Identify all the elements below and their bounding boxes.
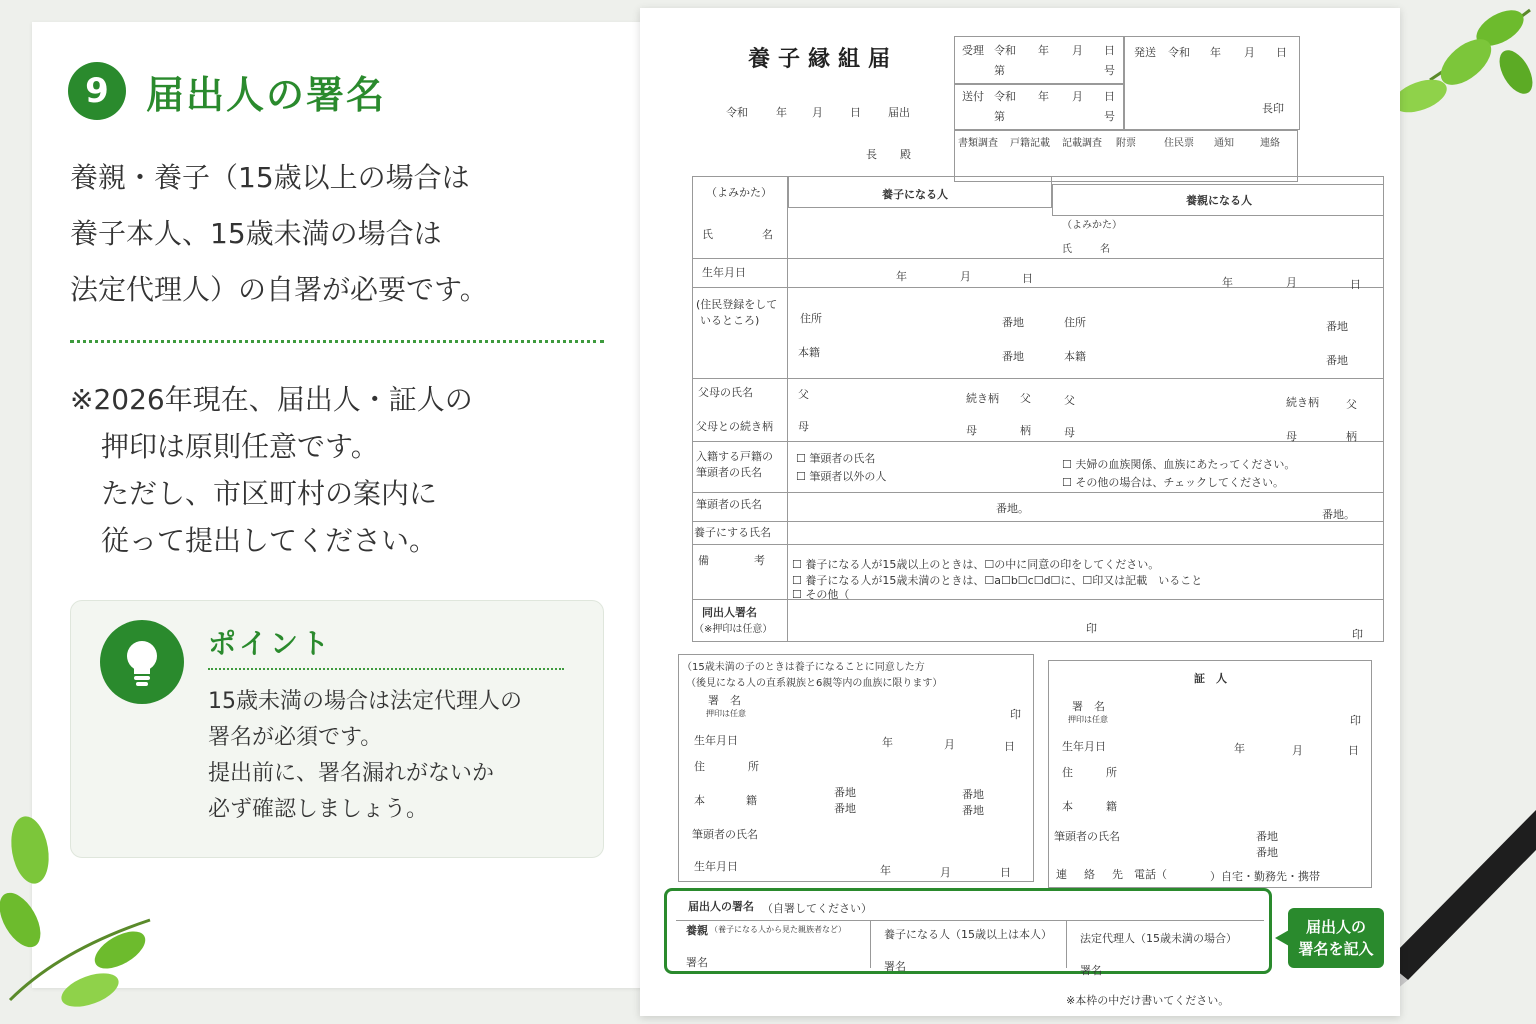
witness-address-2: 所 (1106, 766, 1117, 779)
signature-field[interactable]: 署名 (884, 960, 906, 973)
mother-child: 母 (798, 420, 809, 433)
received-year: 年 (1038, 44, 1049, 57)
witness-phone: 電話（ (1134, 868, 1167, 881)
entry-option[interactable]: ☐ 筆頭者の氏名 (796, 452, 876, 465)
point-divider (208, 668, 564, 670)
rel-gara-parent: 柄 (1346, 430, 1357, 443)
note-line: ※2026年現在、届出人・証人の (70, 383, 473, 416)
date-month: 月 (812, 106, 823, 119)
lightbulb-icon (100, 620, 184, 704)
signer-title: 届出人の署名 (688, 900, 754, 913)
label-remarks-2: 考 (754, 554, 765, 567)
birth-month-parent: 月 (1286, 276, 1297, 289)
consent-address-1: 住 (694, 760, 705, 773)
date-year: 年 (776, 106, 787, 119)
received-day: 日 (1104, 44, 1115, 57)
entry-option-parent[interactable]: ☐ 夫婦の血族関係、血族にあたってください。 (1062, 458, 1296, 471)
signer-adoptee: 養子になる人（15歳以上は本人） (884, 928, 1052, 941)
entry-option-parent[interactable]: ☐ その他の場合は、チェックしてください。 (1062, 476, 1285, 489)
consent-head-name: 筆頭者の氏名 (692, 828, 758, 841)
note-text (70, 376, 473, 564)
birth-row (692, 258, 1384, 288)
signer-adopter-note: （養子になる人から見た親族者など） (710, 925, 846, 934)
honseki-parent: 本籍 (1064, 350, 1086, 363)
note-line: 押印は原則任意です。 (101, 430, 379, 463)
witness-banchi-b: 番地 (1256, 846, 1278, 859)
witness-year: 年 (1234, 742, 1245, 755)
label-sign-note: （※押印は任意） (694, 624, 773, 635)
addressee-dono: 殿 (900, 148, 911, 161)
birth-day: 日 (1022, 272, 1033, 285)
witness-head-name: 筆頭者の氏名 (1054, 830, 1120, 843)
point-line: 提出前に、署名漏れがないか (208, 761, 495, 786)
label-entry-1: 入籍する戸籍の (696, 450, 773, 463)
rel-mother-child: 母 (966, 424, 977, 437)
father-child: 父 (798, 388, 809, 401)
col-koseki: 戸籍記載 (1010, 138, 1050, 149)
witness-banchi-a: 番地 (1256, 830, 1278, 843)
consent-header-2: （後見になる人の直系親族と6親等内の血族に限ります） (686, 678, 943, 689)
date-era: 令和 (726, 106, 748, 119)
signer-col-divider (1066, 920, 1067, 968)
rel-mother-parent: 母 (1286, 430, 1297, 443)
signature-field[interactable]: 署名 (686, 956, 708, 969)
callout-line: 署名を記入 (1298, 940, 1374, 958)
honseki-child: 本籍 (798, 346, 820, 359)
witness-birth: 生年月日 (1062, 740, 1106, 753)
col-doc-check: 書類調査 (958, 138, 998, 149)
signer-divider (676, 920, 1264, 921)
note-line: ただし、市区町村の案内に (101, 477, 438, 510)
sent-month: 月 (1072, 90, 1083, 103)
birth-month: 月 (960, 270, 971, 283)
received-era: 令和 (994, 44, 1016, 57)
consent-month: 月 (944, 738, 955, 751)
birth-year: 年 (896, 270, 907, 283)
signer-guardian: 法定代理人（15歳未満の場合） (1080, 932, 1237, 945)
witness-sign-note: 押印は任意 (1068, 715, 1108, 724)
consent-birth: 生年月日 (694, 734, 738, 747)
label-given: 名 (762, 228, 773, 241)
remarks-line: ☐ その他（ (792, 588, 850, 601)
consent-banchi-b: 番地 (834, 802, 856, 815)
col-notice: 通知 (1214, 138, 1234, 149)
form-footer-note: ※本枠の中だけ書いてください。 (1066, 994, 1230, 1007)
label-address-2: いるところ) (700, 314, 760, 327)
col-fuhyo: 附票 (1116, 138, 1136, 149)
consent-year-2: 年 (880, 864, 891, 877)
birth-year-parent: 年 (1222, 276, 1233, 289)
label-sign: 同出人署名 (702, 606, 757, 619)
witness-phone-type: ）自宅・勤務先・携帯 (1210, 870, 1320, 883)
label-address-1: (住民登録をして (696, 298, 778, 311)
sent-no: 第 (994, 110, 1005, 123)
zokugara-child: 続き柄 (966, 392, 999, 405)
label-remarks-1: 備 (698, 554, 709, 567)
label-surname-parent: 氏 (1062, 244, 1072, 255)
consent-honseki-1: 本 (694, 794, 705, 807)
callout-arrow (1275, 930, 1289, 946)
witness-address-1: 住 (1062, 766, 1073, 779)
banchi-dot-child: 番地。 (996, 502, 1029, 515)
chief-seal: 長印 (1262, 102, 1284, 115)
zokugara-parent: 続き柄 (1286, 396, 1319, 409)
divider (70, 340, 604, 343)
signer-adopter: 養親 (686, 924, 708, 937)
step-title: 届出人の署名 (146, 73, 387, 117)
point-line: 署名が必須です。 (208, 725, 383, 750)
rel-father-parent: 父 (1346, 398, 1357, 411)
date-filed: 届出 (888, 106, 910, 119)
banchi-child: 番地 (1002, 316, 1024, 329)
sent-day: 日 (1104, 90, 1115, 103)
parents-rows (692, 378, 1384, 442)
consent-header-1: （15歳未満の子のときは養子になることに同意した方 (682, 662, 925, 673)
label-given-parent: 名 (1100, 244, 1110, 255)
remarks-line: ☐ 養子になる人が15歳以上のときは、☐の中に同意の印をしてください。 (792, 558, 1160, 571)
intro-text (70, 150, 488, 318)
address-parent: 住所 (1064, 316, 1086, 329)
label-birth: 生年月日 (702, 266, 746, 279)
dispatch-month: 月 (1244, 46, 1255, 59)
seal-parent: 印 (1352, 628, 1363, 641)
child-header: 養子になる人 (882, 188, 948, 201)
consent-banchi-c: 番地 (962, 788, 984, 801)
signature-field[interactable]: 署名 (1080, 964, 1102, 977)
col-contact: 連絡 (1260, 138, 1280, 149)
callout-label (1288, 908, 1384, 968)
addressee-chief: 長 (866, 148, 877, 161)
received-label: 受理 (962, 44, 984, 57)
consent-day-2: 日 (1000, 866, 1011, 879)
consent-sign-note: 押印は任意 (706, 709, 746, 718)
witness-contact-2: 絡 (1084, 868, 1095, 881)
rel-father-child: 父 (1020, 392, 1031, 405)
col-record: 記載調査 (1062, 138, 1102, 149)
point-line: 15歳未満の場合は法定代理人の (208, 689, 522, 714)
parent-header: 養親になる人 (1186, 194, 1252, 207)
sent-era: 令和 (994, 90, 1016, 103)
witness-seal: 印 (1350, 714, 1361, 727)
dispatch-year: 年 (1210, 46, 1221, 59)
sent-label: 送付 (962, 90, 984, 103)
banchi-dot-parent: 番地。 (1322, 508, 1355, 521)
seal-child: 印 (1086, 622, 1097, 635)
consent-banchi-d: 番地 (962, 804, 984, 817)
address-child: 住所 (800, 312, 822, 325)
witness-month: 月 (1292, 744, 1303, 757)
yomikata-parent: （よみかた） (1062, 220, 1122, 231)
witness-contact-1: 連 (1056, 868, 1067, 881)
witness-table (1048, 660, 1372, 888)
dispatch-day: 日 (1276, 46, 1287, 59)
point-body (208, 684, 522, 828)
banchi-honseki-parent: 番地 (1326, 354, 1348, 367)
note-line: 従って提出してください。 (101, 524, 438, 557)
consent-seal: 印 (1010, 708, 1021, 721)
banchi-honseki-child: 番地 (1002, 350, 1024, 363)
col-juminhyo: 住民票 (1164, 138, 1194, 149)
witness-honseki-1: 本 (1062, 800, 1073, 813)
witness-contact-3: 先 (1112, 868, 1123, 881)
birth-day-parent: 日 (1350, 278, 1361, 291)
intro-line: 養子本人、15歳未満の場合は (70, 217, 442, 250)
sent-go: 号 (1104, 110, 1115, 123)
point-line: 必ず確認しましょう。 (208, 797, 429, 822)
label-head-name: 筆頭者の氏名 (696, 498, 762, 511)
consent-year: 年 (882, 736, 893, 749)
yomikata-label: （よみかた） (706, 186, 772, 199)
label-parents: 父母の氏名 (698, 386, 753, 399)
mother-parent: 母 (1064, 426, 1075, 439)
intro-line: 法定代理人）の自署が必要です。 (70, 273, 488, 306)
leaf-icon (0, 810, 170, 1010)
date-day: 日 (850, 106, 861, 119)
dispatch-era: 令和 (1168, 46, 1190, 59)
father-parent: 父 (1064, 394, 1075, 407)
form-title: 養子縁組届 (748, 47, 899, 72)
rel-gara-child: 柄 (1020, 424, 1031, 437)
consent-banchi-a: 番地 (834, 786, 856, 799)
banchi-parent: 番地 (1326, 320, 1348, 333)
head-name-row (692, 492, 1384, 522)
consent-sign: 署 名 (708, 694, 741, 707)
received-month: 月 (1072, 44, 1083, 57)
consent-day: 日 (1004, 740, 1015, 753)
label-surname: 氏 (702, 228, 713, 241)
received-no: 第 (994, 64, 1005, 77)
witness-day: 日 (1348, 744, 1359, 757)
signer-title-note: （自署してください） (762, 902, 872, 915)
consent-address-2: 所 (748, 760, 759, 773)
label-relation: 父母との続き柄 (696, 420, 773, 433)
consent-birth-2: 生年月日 (694, 860, 738, 873)
entry-option[interactable]: ☐ 筆頭者以外の人 (796, 470, 887, 483)
witness-honseki-2: 籍 (1106, 800, 1117, 813)
label-adoptee-name: 養子にする氏名 (694, 526, 771, 539)
consent-honseki-2: 籍 (746, 794, 757, 807)
consent-month-2: 月 (940, 866, 951, 879)
sent-year: 年 (1038, 90, 1049, 103)
step-number-badge: 9 (68, 62, 126, 120)
signer-col-divider (870, 920, 871, 968)
intro-line: 養親・養子（15歳以上の場合は (70, 161, 470, 194)
witness-header: 証 人 (1194, 672, 1227, 685)
label-entry-2: 筆頭者の氏名 (696, 466, 762, 479)
callout-line: 届出人の (1305, 918, 1366, 936)
point-title: ポイント (208, 627, 333, 660)
witness-sign: 署 名 (1072, 700, 1105, 713)
received-go: 号 (1104, 64, 1115, 77)
remarks-line: ☐ 養子になる人が15歳未満のときは、☐a☐b☐c☐d☐に、☐印又は記載 いること (792, 574, 1203, 587)
dispatch-label: 発送 (1134, 46, 1156, 59)
